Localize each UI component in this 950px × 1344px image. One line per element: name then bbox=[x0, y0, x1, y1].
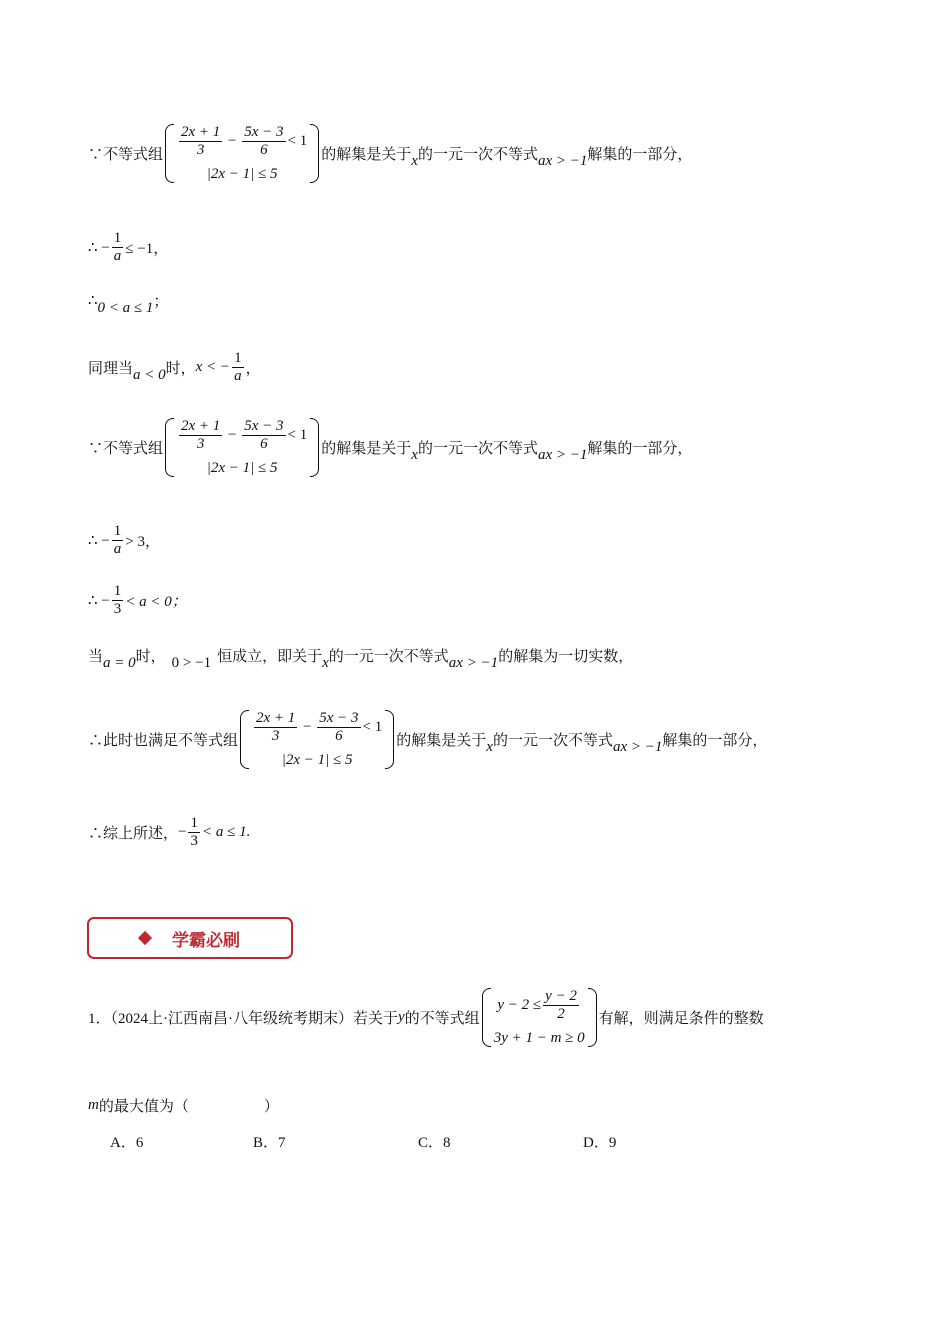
question-1-line-2: m 的最大值为（ ） bbox=[88, 1097, 279, 1115]
solution-line-8: 当 a = 0 时， 0 > −1 恒成立，即关于 x 的一元一次不等式 ax > −1 的解集为一切实数， bbox=[88, 649, 634, 671]
diamond-icon bbox=[138, 931, 152, 945]
section-header bbox=[87, 917, 293, 959]
solution-line-4: 同理当 a < 0 时， x < − $\frac{1}{a}$ ， bbox=[88, 350, 261, 385]
option-a[interactable]: A．6 bbox=[110, 1135, 144, 1151]
option-d[interactable]: D．9 bbox=[583, 1135, 617, 1151]
solution-line-3: ∴ 0 < a ≤ 1 ； bbox=[88, 293, 169, 316]
text: ∵不等式组 bbox=[88, 146, 164, 163]
solution-line-1: ∵不等式组 $\frac{2x + 1}{3}$ − $\frac{5x - 3}{6}$ < 1 |2x − 1| ≤ 5 的解集是关于 x 的一元一次不等式 ax > −1 解集的一部分， bbox=[88, 124, 693, 182]
solution-line-10: ∴综上所述， − $\frac{1}{3}$ < a ≤ 1. bbox=[88, 815, 251, 850]
inequality-system: $\frac{2x + 1}{3}$ − $\frac{5x - 3}{6}$ < 1 |2x − 1| ≤ 5 bbox=[165, 418, 319, 477]
solution-line-6: ∴ − $\frac{1}{a}$ > 3， bbox=[88, 523, 160, 558]
solution-line-9: ∴此时也满足不等式组 $\frac{2x + 1}{3}$ − $\frac{5x - 3}{6}$ < 1 |2x − 1| ≤ 5 的解集是关于 x 的一元一次不等式 ax > −1 解集的一部分， bbox=[88, 710, 768, 768]
option-b[interactable]: B．7 bbox=[253, 1135, 286, 1151]
solution-line-7: ∴ − $\frac{1}{3}$ < a < 0； bbox=[88, 583, 187, 618]
inequality-system: $\frac{2x + 1}{3}$ − $\frac{5x - 3}{6}$ < 1 |2x − 1| ≤ 5 bbox=[240, 710, 394, 769]
question-inequality-system: y − 2 ≤ $\frac{y - 2}{2}$ 3y + 1 − m ≥ 0 bbox=[482, 988, 597, 1047]
section-title: 学霸必刷 bbox=[172, 930, 240, 951]
solution-line-5: ∵不等式组 $\frac{2x + 1}{3}$ − $\frac{5x - 3}{6}$ < 1 |2x − 1| ≤ 5 的解集是关于 x 的一元一次不等式 ax > −1 解集的一部分， bbox=[88, 418, 693, 476]
option-c[interactable]: C．8 bbox=[418, 1135, 451, 1151]
solution-line-2: ∴ − $\frac{1}{a}$ ≤ −1， bbox=[88, 230, 169, 265]
question-1: 1．（2024上·江西南昌·八年级统考期末）若关于 y 的不等式组 y − 2 ≤ $\frac{y - 2}{2}$ 3y + 1 − m ≥ 0 有解，则满足条件的整数 bbox=[88, 988, 764, 1046]
inequality-system: $\frac{2x + 1}{3}$ − $\frac{5x - 3}{6}$ < 1 |2x − 1| ≤ 5 bbox=[165, 124, 319, 183]
